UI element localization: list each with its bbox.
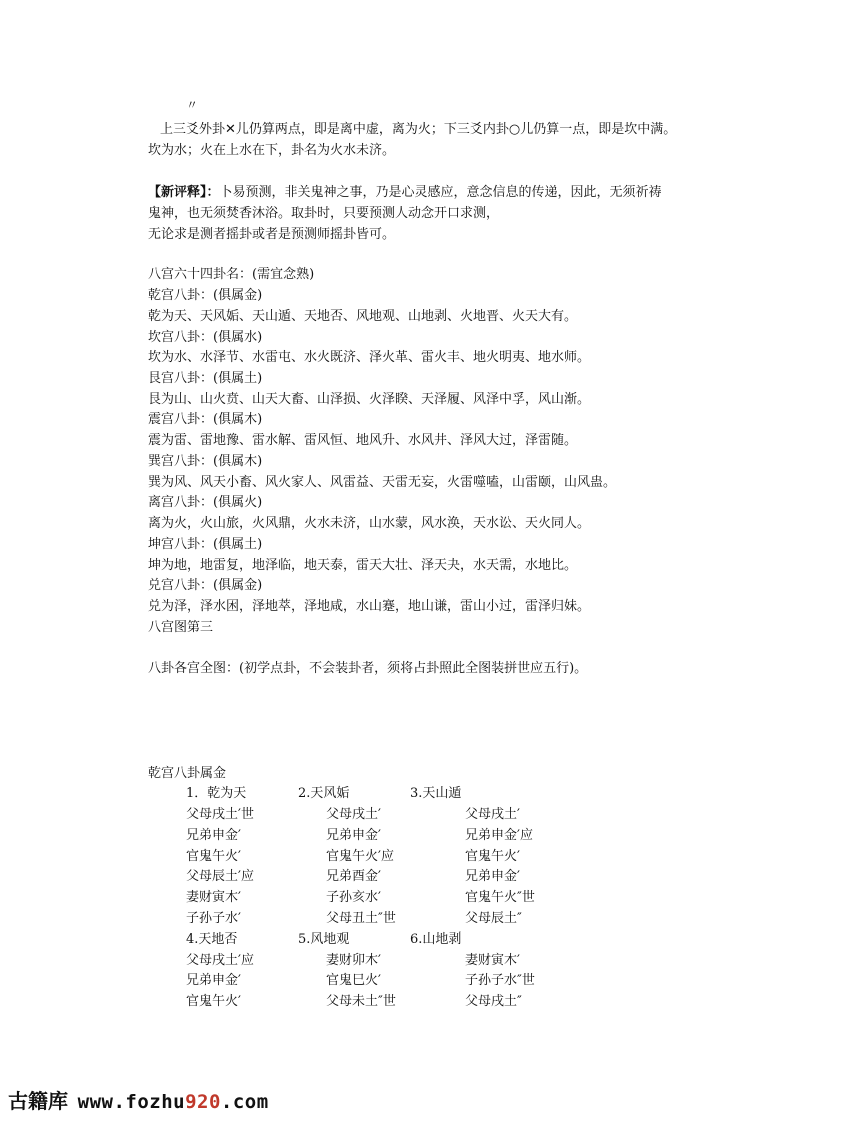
site-name: 古籍库 (8, 1089, 68, 1113)
line-cell: 父母戌土′ (465, 807, 520, 822)
palace-items: 坎为水、水泽节、水雷屯、水火既济、泽火革、雷火丰、地火明夷、地水师。 (148, 350, 591, 365)
url-suffix: .com (220, 1091, 269, 1113)
comment-label: 【新评释】： (148, 185, 220, 200)
palace-items: 坤为地，地雷复，地泽临，地天泰，雷天大壮、泽天夬，水天需，水地比。 (148, 558, 578, 573)
line-cell: 妻财寅木′ (465, 953, 520, 968)
line-cell: 官鬼午火″世 (465, 890, 535, 905)
list-title: 八宫六十四卦名：(需宜念熟) (148, 267, 315, 282)
ditto-mark: 〃 (186, 98, 199, 112)
palace-items: 艮为山、山火贲、山天大畜、山泽损、火泽睽、天泽履、风泽中孚，风山渐。 (148, 392, 591, 407)
hexagram-header: 6.山地剥 (410, 932, 462, 947)
line-cell: 父母辰土′应 (186, 869, 254, 884)
comment-line-3: 无论求是测者摇卦或者是预测师摇卦皆可。 (148, 227, 396, 242)
figure-title: 八宫图第三 (148, 620, 214, 635)
palace-items: 离为火，火山旅，火风鼎，火水未济，山水蒙，风水涣，天水讼、天火同人。 (148, 516, 591, 531)
hexagram-header: 5.风地观 (298, 932, 350, 947)
line-cell: 父母未土″世 (326, 994, 396, 1009)
line-cell: 兄弟申金′ (186, 828, 241, 843)
intro-line-1: 上三爻外卦✕儿仍算两点，即是离中虚，离为火；下三爻内卦○儿仍算一点，即是坎中满。 (160, 122, 677, 137)
line-cell: 兄弟申金′应 (465, 828, 533, 843)
palace-head: 离宫八卦：(俱属火) (148, 495, 263, 510)
palace-head: 坎宫八卦：(俱属水) (148, 330, 263, 345)
line-cell: 兄弟申金′ (186, 973, 241, 988)
line-cell: 父母戌土″ (465, 994, 522, 1009)
line-cell: 父母丑土″世 (326, 911, 396, 926)
line-cell: 兄弟申金′ (326, 828, 381, 843)
site-url (78, 1091, 269, 1113)
intro-line-2: 坎为水；火在上水在下，卦名为火水未济。 (148, 143, 396, 158)
line-cell: 兄弟申金′ (465, 869, 520, 884)
comment-text-1: 卜易预测，非关鬼神之事，乃是心灵感应，意念信息的传递，因此，无须祈祷 (219, 185, 662, 200)
palace-items: 震为雷、雷地豫、雷水解、雷风恒、地风升、水风井、泽风大过，泽雷随。 (148, 433, 578, 448)
line-cell: 妻财卯木′ (326, 953, 381, 968)
table-title: 乾宫八卦属金 (148, 766, 227, 781)
hexagram-header: 3.天山遁 (410, 786, 462, 801)
line-cell: 官鬼午火′ (186, 849, 241, 864)
line-cell: 官鬼午火′ (186, 994, 241, 1009)
line-cell: 官鬼巳火′ (326, 973, 381, 988)
line-cell: 父母戌土′世 (186, 807, 254, 822)
line-cell: 官鬼午火′应 (326, 849, 394, 864)
line-cell: 父母戌土′应 (186, 953, 254, 968)
comment-line-1 (148, 184, 662, 202)
comment-line-2: 鬼神，也无须焚香沐浴。取卦时，只要预测人动念开口求测， (148, 206, 500, 221)
line-cell: 妻财寅木′ (186, 890, 241, 905)
url-number: 920 (185, 1091, 221, 1113)
palace-head: 艮宫八卦：(俱属土) (148, 371, 263, 386)
palace-items: 巽为风、风天小畜、风火家人、风雷益、天雷无妄，火雷噬嗑，山雷颐，山风蛊。 (148, 475, 617, 490)
line-cell: 官鬼午火′ (465, 849, 520, 864)
palace-head: 乾宫八卦：(俱属金) (148, 288, 263, 303)
line-cell: 父母辰土″ (465, 911, 522, 926)
palace-items: 乾为天、天风姤、天山遁、天地否、风地观、山地剥、火地晋、火天大有。 (148, 309, 578, 324)
line-cell: 子孙子水″世 (465, 973, 535, 988)
figure-note: 八卦各宫全图：(初学点卦，不会装卦者，须将占卦照此全图装拼世应五行)。 (148, 661, 588, 676)
hexagram-header: 1．乾为天 (186, 786, 247, 801)
url-prefix: www.fozhu (77, 1091, 186, 1113)
palace-head: 兑宫八卦：(俱属金) (148, 578, 263, 593)
line-cell: 兄弟酉金′ (326, 869, 381, 884)
hexagram-header: 4.天地否 (186, 932, 238, 947)
line-cell: 父母戌土′ (326, 807, 381, 822)
site-watermark (8, 1085, 269, 1114)
line-cell: 子孙子水′ (186, 911, 241, 926)
palace-head: 坤宫八卦：(俱属土) (148, 537, 263, 552)
palace-head: 巽宫八卦：(俱属木) (148, 454, 263, 469)
palace-head: 震宫八卦：(俱属木) (148, 412, 263, 427)
hexagram-header: 2.天风姤 (298, 786, 350, 801)
line-cell: 子孙亥水′ (326, 890, 381, 905)
palace-items: 兑为泽，泽水困，泽地萃，泽地咸，水山蹇，地山谦，雷山小过，雷泽归妹。 (148, 599, 591, 614)
